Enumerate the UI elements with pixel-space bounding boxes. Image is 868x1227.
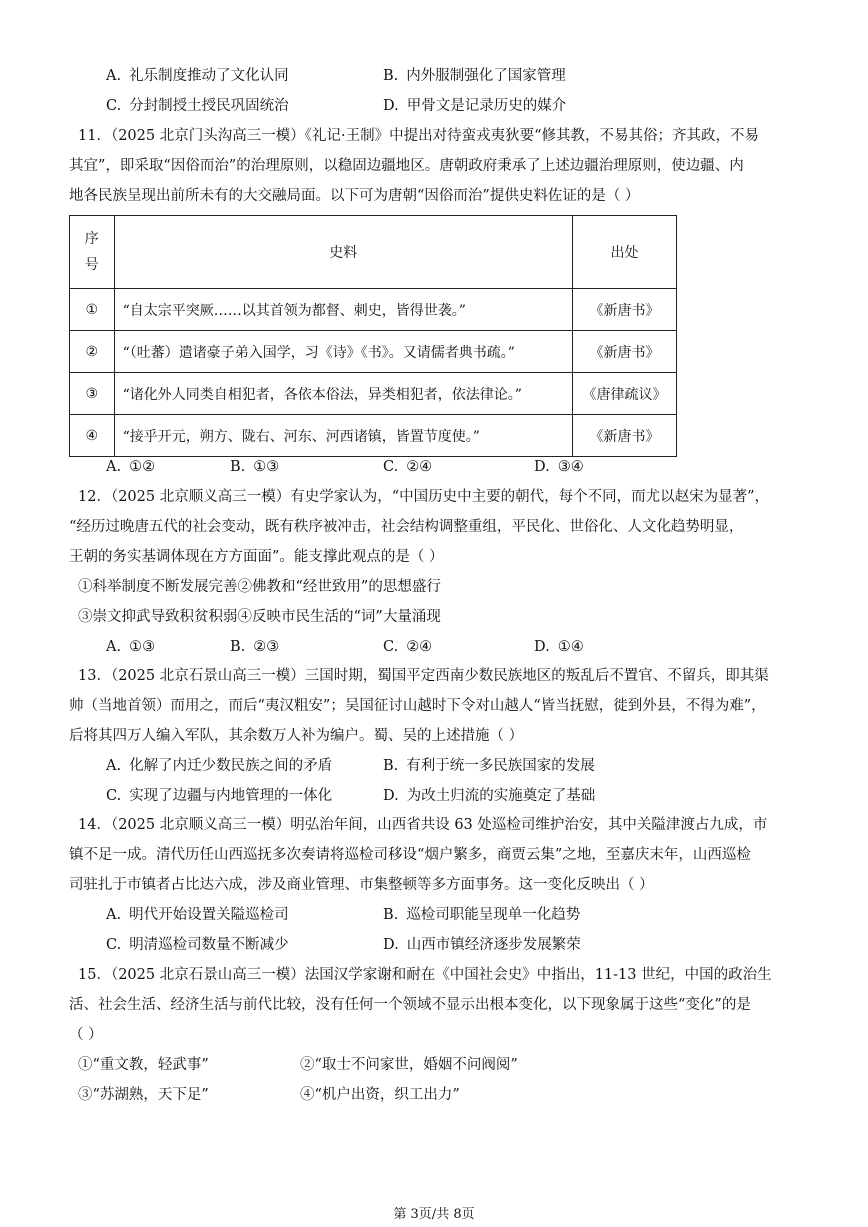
header-text: 史料	[114, 216, 572, 289]
q10-option-c: C. 分封制授土授民巩固统治	[106, 98, 289, 114]
q15-item-2: ②“取士不问家世，婚姻不问阀阅”	[300, 1057, 518, 1073]
q11-stem-line-2: 其宜”，即采取“因俗而治”的治理原则，以稳固边疆地区。唐朝政府秉承了上述边疆治理原则，使边疆、内	[69, 158, 744, 174]
q14-stem-line-1: 14．（2025 北京顺义高三一模）明弘治年间，山西省共设 63 处巡检司维护治安，其中关隘津渡占九成，市	[78, 817, 768, 833]
table-row	[70, 415, 677, 457]
row-number: ④	[70, 415, 115, 457]
row-source: 《新唐书》	[573, 289, 677, 331]
q13-option-b: B. 有利于统一多民族国家的发展	[383, 758, 595, 774]
q15-item-3: ③“苏湖熟，天下足”	[78, 1087, 209, 1103]
q11-option-b: B. ①③	[230, 459, 280, 475]
q14-option-b: B. 巡检司职能呈现单一化趋势	[383, 907, 581, 923]
q11-stem-line-3: 地各民族呈现出前所未有的大交融局面。以下可为唐朝“因俗而治”提供史料佐证的是（ ）	[69, 188, 640, 204]
q15-stem-line-2: 活、社会生活、经济生活与前代比较，没有任何一个领域不显示出根本变化，以下现象属于这些“变化”的是	[69, 997, 751, 1013]
table-header-row	[70, 216, 677, 289]
q14-option-c: C. 明清巡检司数量不断减少	[106, 937, 289, 953]
q10-option-a: A. 礼乐制度推动了文化认同	[106, 68, 289, 84]
q12-stem-line-3: 王朝的务实基调体现在方方面面”。能支撑此观点的是（ ）	[69, 549, 444, 565]
q12-option-b: B. ②③	[230, 639, 280, 655]
table-row	[70, 373, 677, 415]
q12-option-d: D. ①④	[534, 639, 584, 655]
q12-item-line-2: ③崇文抑武导致积贫积弱④反映市民生活的“词”大量涌现	[78, 609, 441, 625]
row-number: ②	[70, 331, 115, 373]
q13-option-d: D. 为改土归流的实施奠定了基础	[383, 788, 596, 804]
q11-stem-line-1: 11．（2025 北京门头沟高三一模）《礼记·王制》中提出对待蛮戎夷狄要“修其教，不易其俗；齐其政，不易	[78, 128, 759, 144]
row-source: 《新唐书》	[573, 331, 677, 373]
table-row	[70, 331, 677, 373]
row-number: ③	[70, 373, 115, 415]
q12-stem-line-2: “经历过晚唐五代的社会变动，既有秩序被冲击，社会结构调整重组，平民化、世俗化、人文化趋势明显，	[69, 519, 744, 535]
q12-item-line-1: ①科举制度不断发展完善②佛教和“经世致用”的思想盛行	[78, 579, 441, 595]
q12-option-a: A. ①③	[106, 639, 156, 655]
q14-option-a: A. 明代开始设置关隘巡检司	[106, 907, 289, 923]
page-number: 第 3页/共 8页	[393, 1207, 475, 1222]
q11-source-table	[69, 215, 677, 457]
q15-stem-line-3: （ ）	[69, 1027, 103, 1043]
q13-stem-line-2: 帅（当地首领）而用之，而后“夷汉粗安”；吴国征讨山越时下令对山越人“皆当抚慰，徙到外县，不得为难”，	[69, 698, 766, 714]
header-number: 序 号	[70, 216, 115, 289]
q14-stem-line-2: 镇不足一成。清代历任山西巡抚多次奏请将巡检司移设“烟户繁多，商贾云集”之地，至嘉庆末年，山西巡检	[69, 847, 751, 863]
table-row	[70, 289, 677, 331]
q14-stem-line-3: 司驻扎于市镇者占比达六成，涉及商业管理、市集整顿等多方面事务。这一变化反映出（ ）	[69, 877, 654, 893]
q14-option-d: D. 山西市镇经济逐步发展繁荣	[383, 937, 581, 953]
q13-stem-line-3: 后将其四万人编入军队，其余数万人补为编户。蜀、吴的上述措施（ ）	[69, 728, 524, 744]
q12-stem-line-1: 12．（2025 北京顺义高三一模）有史学家认为，“中国历史中主要的朝代，每个不同，而尤以赵宋为显著”，	[78, 489, 770, 505]
row-text: “诸化外人同类自相犯者，各依本俗法，异类相犯者，依法律论。”	[114, 373, 572, 415]
q11-option-d: D. ③④	[534, 459, 584, 475]
row-text: “（吐蕃）遣诸豪子弟入国学，习《诗》《书》。又请儒者典书疏。”	[114, 331, 572, 373]
q13-option-a: A. 化解了内迁少数民族之间的矛盾	[106, 758, 333, 774]
q15-item-1: ①“重文教，轻武事”	[78, 1057, 209, 1073]
q10-option-d: D. 甲骨文是记录历史的媒介	[383, 98, 567, 114]
row-text: “自太宗平突厥……以其首领为都督、刺史，皆得世袭。”	[114, 289, 572, 331]
q11-option-c: C. ②④	[383, 459, 433, 475]
row-text: “接乎开元，朔方、陇右、河东、河西诸镇，皆置节度使。”	[114, 415, 572, 457]
q15-stem-line-1: 15．（2025 北京石景山高三一模）法国汉学家谢和耐在《中国社会史》中指出，11-13 世纪，中国的政治生	[78, 967, 772, 983]
q11-option-a: A. ①②	[106, 459, 156, 475]
header-source: 出处	[573, 216, 677, 289]
q13-option-c: C. 实现了边疆与内地管理的一体化	[106, 788, 333, 804]
row-source: 《唐律疏议》	[573, 373, 677, 415]
row-source: 《新唐书》	[573, 415, 677, 457]
row-number: ①	[70, 289, 115, 331]
q12-option-c: C. ②④	[383, 639, 433, 655]
q15-item-4: ④“机户出资，织工出力”	[300, 1087, 460, 1103]
q13-stem-line-1: 13．（2025 北京石景山高三一模）三国时期，蜀国平定西南少数民族地区的叛乱后不置官、不留兵，即其渠	[78, 668, 769, 684]
q10-option-b: B. 内外服制强化了国家管理	[383, 68, 566, 84]
